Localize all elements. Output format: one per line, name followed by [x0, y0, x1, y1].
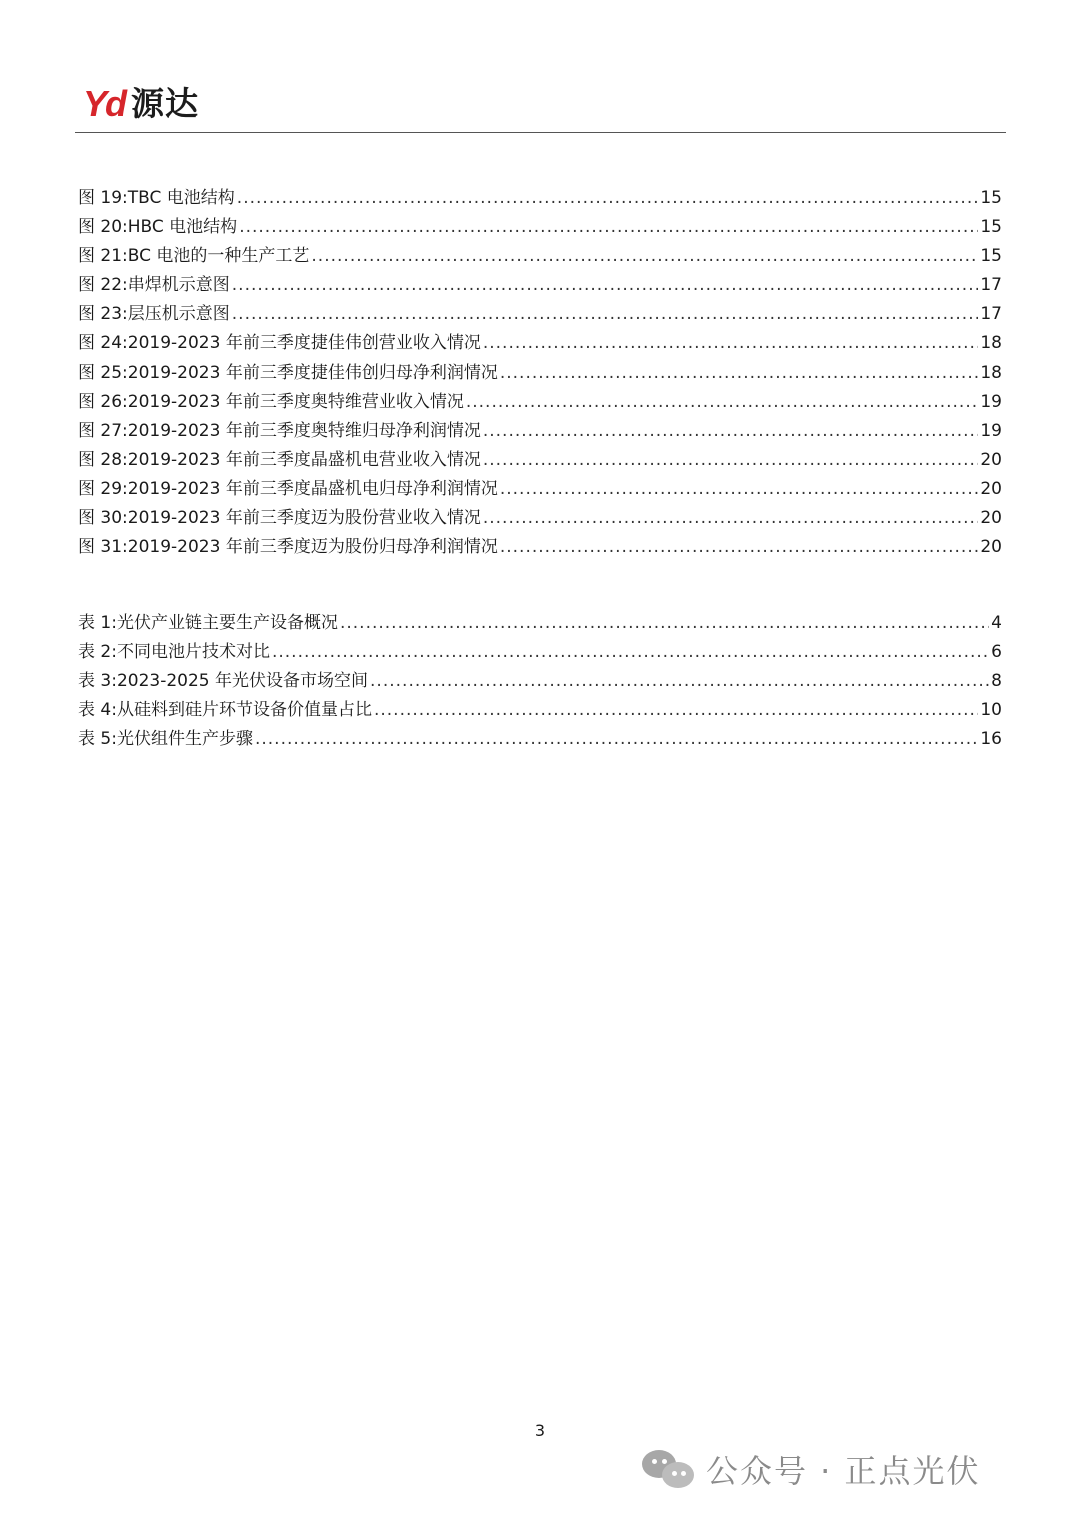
toc-row[interactable] [78, 417, 1002, 446]
dot-leader [370, 667, 989, 696]
toc-page: 20 [980, 478, 1002, 499]
toc-row[interactable] [78, 213, 1002, 242]
toc-page: 18 [980, 362, 1002, 383]
toc-label: 表 4: [78, 700, 117, 721]
toc-label: 图 29: [78, 478, 128, 499]
toc-label: 图 20: [78, 217, 128, 238]
dot-leader [483, 417, 979, 446]
dot-leader [483, 504, 979, 533]
toc-row[interactable] [78, 446, 1002, 475]
toc-label: 表 5: [78, 729, 117, 750]
toc-page: 16 [980, 729, 1002, 750]
watermark [640, 1444, 981, 1494]
toc-label: 表 2: [78, 642, 117, 663]
dot-leader [483, 446, 979, 475]
toc-title: 串焊机示意图 [127, 275, 230, 296]
toc-title: BC 电池的一种生产工艺 [127, 246, 310, 267]
toc-row[interactable] [78, 667, 1002, 696]
toc-label: 图 21: [78, 246, 128, 267]
watermark-text: 公众号 · 正点光伏 [706, 1452, 981, 1490]
toc-page: 15 [980, 217, 1002, 238]
toc-row[interactable] [78, 184, 1002, 213]
dot-leader [500, 475, 979, 504]
toc-title: 2019-2023 年前三季度迈为股份归母净利润情况 [127, 537, 498, 558]
page-header [75, 80, 1006, 133]
dot-leader [232, 300, 979, 329]
toc-row[interactable] [78, 638, 1002, 667]
toc-row[interactable] [78, 359, 1002, 388]
toc-page: 8 [991, 671, 1002, 692]
toc-label: 表 1: [78, 613, 117, 633]
toc-row[interactable] [78, 271, 1002, 300]
toc-label: 图 23: [78, 304, 128, 325]
toc-row[interactable] [78, 475, 1002, 504]
toc-row[interactable] [78, 329, 1002, 358]
toc-row[interactable] [78, 533, 1002, 562]
toc-title: 2023-2025 年光伏设备市场空间 [116, 671, 369, 692]
toc-row[interactable] [78, 300, 1002, 329]
dot-leader [466, 388, 979, 417]
dot-leader [374, 696, 978, 725]
toc-label: 图 31: [78, 537, 128, 558]
dot-leader [255, 725, 978, 754]
toc-page: 20 [980, 537, 1002, 558]
toc-row[interactable] [78, 696, 1002, 725]
toc-title: 光伏产业链主要生产设备概况 [116, 613, 338, 633]
toc-title: 层压机示意图 [127, 304, 230, 325]
toc-label: 表 3: [78, 671, 117, 692]
toc-title: 2019-2023 年前三季度奥特维营业收入情况 [127, 391, 464, 412]
toc-label: 图 19: [78, 188, 128, 208]
toc-page: 4 [991, 613, 1002, 633]
toc-label: 图 30: [78, 508, 128, 529]
wechat-icon [640, 1446, 698, 1492]
toc-page: 19 [980, 391, 1002, 412]
toc-title: 2019-2023 年前三季度捷佳伟创营业收入情况 [127, 333, 481, 354]
toc-title: TBC 电池结构 [127, 188, 235, 208]
toc-page: 20 [980, 449, 1002, 470]
dot-leader [483, 329, 979, 358]
dot-leader [239, 213, 978, 242]
toc-label: 图 27: [78, 420, 128, 441]
logo-mark: Yd [83, 83, 126, 124]
toc-page: 20 [980, 508, 1002, 529]
toc-label: 图 25: [78, 362, 128, 383]
toc-title: 2019-2023 年前三季度奥特维归母净利润情况 [127, 420, 481, 441]
toc-page: 17 [980, 304, 1002, 325]
figure-list [78, 184, 1002, 562]
table-list [78, 609, 1002, 754]
logo-text: 源达 [131, 84, 200, 123]
dot-leader [500, 359, 979, 388]
dot-leader [500, 533, 979, 562]
toc-page: 17 [980, 275, 1002, 296]
toc-page: 19 [980, 420, 1002, 441]
toc-row[interactable] [78, 609, 1002, 638]
toc-title: 2019-2023 年前三季度晶盛机电归母净利润情况 [127, 478, 498, 499]
dot-leader [311, 242, 978, 271]
toc-row[interactable] [78, 242, 1002, 271]
toc-title: 光伏组件生产步骤 [116, 729, 253, 750]
toc-label: 图 28: [78, 449, 128, 470]
toc-title: 2019-2023 年前三季度晶盛机电营业收入情况 [127, 449, 481, 470]
company-logo [83, 83, 200, 124]
toc-title: 不同电池片技术对比 [116, 642, 270, 663]
toc-label: 图 24: [78, 333, 128, 354]
toc-title: 从硅料到硅片环节设备价值量占比 [116, 700, 372, 721]
dot-leader [340, 609, 989, 638]
toc-label: 图 22: [78, 275, 128, 296]
toc-row[interactable] [78, 388, 1002, 417]
dot-leader [237, 184, 979, 213]
toc-title: 2019-2023 年前三季度迈为股份营业收入情况 [127, 508, 481, 529]
toc-row[interactable] [78, 725, 1002, 754]
dot-leader [232, 271, 979, 300]
toc-title: HBC 电池结构 [127, 217, 238, 238]
toc-page: 15 [980, 246, 1002, 267]
toc-row[interactable] [78, 504, 1002, 533]
toc-page: 6 [991, 642, 1002, 663]
dot-leader [272, 638, 989, 667]
toc-page: 15 [980, 188, 1002, 208]
toc-label: 图 26: [78, 391, 128, 412]
toc-page: 10 [980, 700, 1002, 721]
toc-page: 18 [980, 333, 1002, 354]
toc-title: 2019-2023 年前三季度捷佳伟创归母净利润情况 [127, 362, 498, 383]
page-number: 3 [534, 1421, 546, 1440]
